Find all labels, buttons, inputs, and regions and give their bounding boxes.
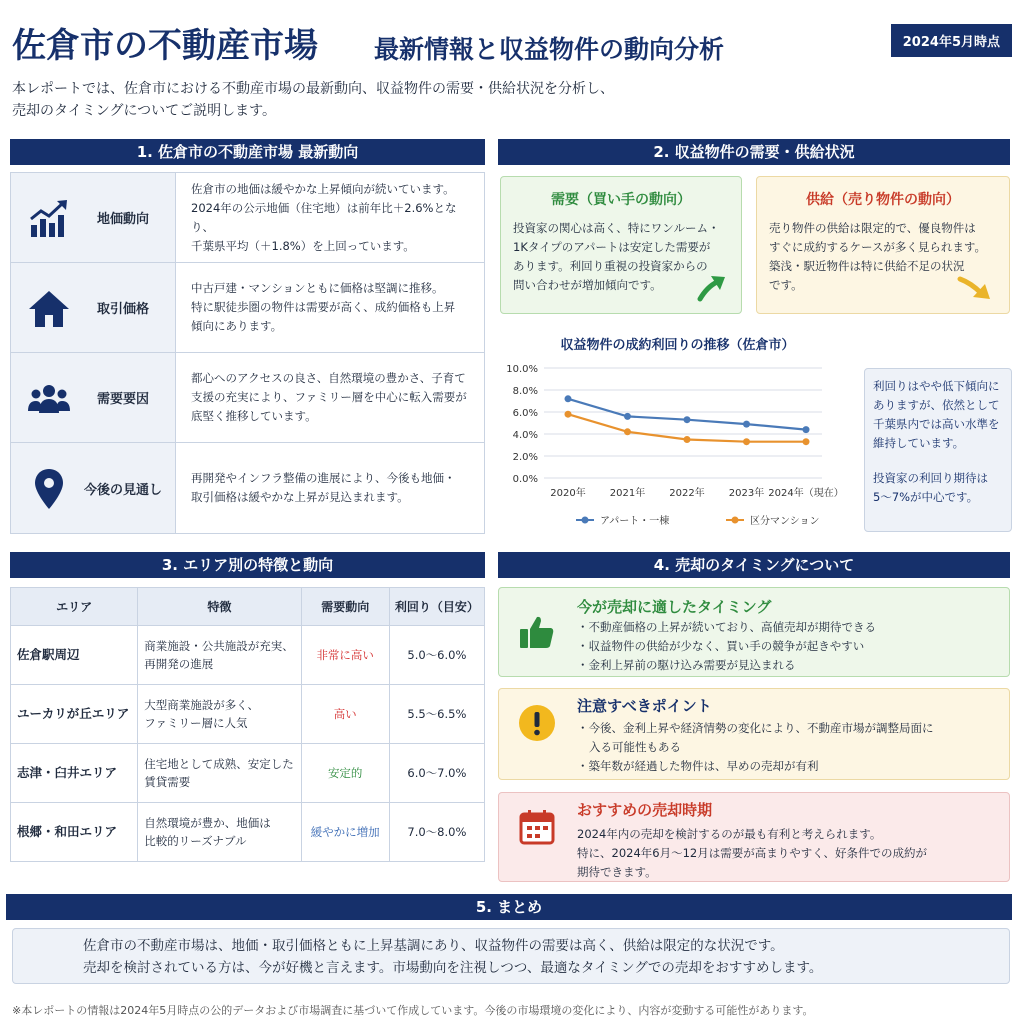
data-point [565,411,572,418]
recommend-line: 特に、2024年6月〜12月は需要が高まりやすく、好条件での成約が [577,846,927,860]
area-yield: 5.5〜6.5% [389,685,484,744]
trend-text-line: 特に駅徒歩圏の物件は需要が高く、成約価格も上昇 [191,300,456,314]
area-feature-line: 商業施設・公共施設が充実、 [144,639,294,653]
column-header: 利回り（目安） [389,588,484,626]
area-table [10,587,485,862]
data-point [743,421,750,428]
note-line: ありますが、依然として [873,398,1000,412]
legend-marker [582,517,589,524]
yield-note [864,368,1012,532]
location-pin-icon [27,467,71,511]
demand-text-line: あります。利回り重視の投資家からの [513,259,708,273]
trend-text-line: 再開発やインフラ整備の進展により、今後も地価・ [191,471,456,485]
demand-text-line: 問い合わせが増加傾向です。 [513,278,662,292]
recommend-line: 2024年内の売却を検討するのが最も有利と考えられます。 [577,827,882,841]
y-tick-label: 4.0% [512,430,538,441]
table-row [11,744,485,803]
recommend-box [498,792,1010,882]
x-tick-label: 2022年 [669,488,705,499]
data-point [624,413,631,420]
demand-text-line: 1Kタイプのアパートは安定した需要が [513,240,711,254]
caution-box [498,688,1010,780]
house-icon [27,287,71,331]
trend-text-line: 都心へのアクセスの良さ、自然環境の豊かさ、子育て [191,371,466,385]
page-subtitle: 最新情報と収益物件の動向分析 [374,35,725,64]
table-row [11,626,485,685]
trend-text-line: 中古戸建・マンションともに価格は堅調に推移。 [191,281,444,295]
area-feature-line: 再開発の進展 [144,657,214,671]
page-title: 佐倉市の不動産市場 [12,26,318,66]
area-feature-line: 賃貸需要 [144,775,191,789]
trend-text-line: 支援の充実により、ファミリー層を中心に転入需要が [191,390,467,404]
trend-label: 取引価格 [96,302,149,317]
area-yield: 7.0〜8.0% [389,803,484,862]
arrow-up-right-icon [697,273,727,303]
footnote: ※本レポートの情報は2024年5月時点の公的データおよび市場調査に基づいて作成しています。今後の市場環境の変化により、内容が変動する可能性があります。 [12,1004,814,1017]
exclamation-icon [517,703,557,743]
good-timing-box [498,587,1010,677]
column-header: 需要動向 [301,588,389,626]
trend-row-outlook [11,443,484,533]
data-point [684,436,691,443]
calendar-icon [517,807,557,847]
caution-title: 注意すべきポイント [577,697,712,715]
note-line: 投資家の利回り期待は [873,471,988,485]
table-row [11,685,485,744]
data-point [803,426,810,433]
demand-card-title: 需要（買い手の動向） [551,192,691,208]
yield-line-chart [500,354,860,534]
list-item: ・ 築年数が経過した物件は、早めの売却が有利 [577,757,934,776]
section-4-header: 4. 売却のタイミングについて [498,552,1010,578]
area-demand: 安定的 [301,744,389,803]
column-header: エリア [11,588,138,626]
note-line: 千葉県内では高い水準を [873,417,1000,431]
people-icon [27,377,71,421]
trend-label: 今後の見通し [83,482,162,498]
intro-line: 本レポートでは、佐倉市における不動産市場の最新動向、収益物件の需要・供給状況を分析し、 [12,81,614,97]
trend-text-line: 傾向にあります。 [191,319,283,333]
x-tick-label: 2023年 [728,488,765,499]
demand-text-line: 投資家の関心は高く、特にワンルーム・ [513,221,720,235]
area-feature-line: 大型商業施設が多く、 [144,698,260,712]
summary-box [12,928,1010,984]
area-feature-line: 比較的リーズナブル [144,834,247,848]
list-item: ・ 金利上昇前の駆け込み需要が見込まれる [577,656,876,675]
area-name: ユーカリが丘エリア [11,685,138,744]
report-header [12,14,1012,70]
data-point [565,395,572,402]
area-feature-line: ファミリー層に人気 [144,716,248,730]
section-2-header: 2. 収益物件の需要・供給状況 [498,139,1010,165]
trend-row-transaction-price [11,263,484,353]
trend-row-demand-factors [11,353,484,443]
good-timing-title: 今が売却に適したタイミング [577,598,772,616]
arrow-down-right-icon [957,275,993,303]
list-item: ・ 収益物件の供給が少なく、買い手の競争が起きやすい [577,637,876,656]
area-demand: 非常に高い [301,626,389,685]
y-tick-label: 8.0% [512,386,538,397]
trend-text-line: 取引価格は緩やかな上昇が見込まれます。 [191,490,409,504]
table-row [11,803,485,862]
section-1-header: 1. 佐倉市の不動産市場 最新動向 [10,139,485,165]
list-item: ・ 今後、金利上昇や経済情勢の変化により、不動産市場が調整局面に [577,719,934,738]
summary-line: 佐倉市の不動産市場は、地価・取引価格ともに上昇基調にあり、収益物件の需要は高く、供給は限定的な状況です。 [83,938,784,954]
recommend-line: 期待できます。 [577,865,657,879]
chart-up-icon [27,197,71,241]
note-line: 5〜7%が中心です。 [873,490,979,504]
area-demand: 高い [301,685,389,744]
x-tick-label: 2021年 [609,488,646,499]
column-header: 特徴 [138,588,301,626]
trend-text-line: 2024年の公示地価（住宅地）は前年比＋2.6%となり、 [191,200,457,234]
supply-text-line: 築浅・駅近物件は特に供給不足の状況 [769,259,965,273]
list-item: ・ 不動産価格の上昇が続いており、高値売却が期待できる [577,618,876,637]
area-name: 佐倉駅周辺 [11,626,138,685]
data-point [684,416,691,423]
chart-title: 収益物件の成約利回りの推移（佐倉市） [560,338,795,353]
trend-text-line: 底堅く推移しています。 [191,409,317,423]
summary-line: 売却を検討されている方は、今が好機と言えます。市場動向を注視しつつ、最適なタイミングでの売却をおすすめします。 [83,960,823,976]
recommend-title: おすすめの売却時期 [577,801,713,819]
y-tick-label: 6.0% [512,408,538,419]
x-tick-label: 2024年（現在） [768,488,844,499]
area-feature-line: 自然環境が豊か、地価は [144,816,271,830]
trend-row-land-price [11,173,484,263]
note-line: 維持しています。 [873,436,965,450]
y-tick-label: 10.0% [506,364,538,375]
trend-label: 需要要因 [96,392,149,407]
legend-marker [732,517,739,524]
supply-text-line: すぐに成約するケースが多く見られます。 [769,240,987,254]
x-tick-label: 2020年 [550,488,586,499]
legend-label: アパート・一棟 [600,516,670,527]
y-tick-label: 0.0% [512,474,538,485]
section-5-header: 5. まとめ [6,894,1012,920]
intro-text [12,78,712,122]
legend-label: 区分マンション [750,516,820,527]
list-item-continuation: 入る可能性もある [589,740,681,754]
supply-card [756,176,1010,314]
supply-card-title: 供給（売り物件の動向） [806,192,960,208]
area-name: 志津・臼井エリア [11,744,138,803]
data-point [803,438,810,445]
area-table-header-row [11,588,485,626]
data-point [624,428,631,435]
date-badge: 2024年5月時点 [891,24,1012,57]
supply-text-line: です。 [769,278,803,292]
trend-text-line: 千葉県平均（＋1.8%）を上回っています。 [191,238,415,253]
area-yield: 6.0〜7.0% [389,744,484,803]
area-demand: 緩やかに増加 [301,803,389,862]
thumbs-up-icon [517,612,557,652]
trend-text-line: 佐倉市の地価は緩やかな上昇傾向が続いています。 [191,181,455,196]
trend-label: 地価動向 [96,212,149,227]
area-feature-line: 住宅地として成熟、安定した [144,757,294,771]
area-name: 根郷・和田エリア [11,803,138,862]
intro-line: 売却のタイミングについてご説明します。 [12,103,277,119]
section-3-header: 3. エリア別の特徴と動向 [10,552,485,578]
note-line: 利回りはやや低下傾向に [873,379,1000,393]
supply-text-line: 売り物件の供給は限定的で、優良物件は [769,221,976,235]
market-trends-table [10,172,485,534]
demand-card [500,176,742,314]
data-point [743,438,750,445]
area-yield: 5.0〜6.0% [389,626,484,685]
y-tick-label: 2.0% [512,452,538,463]
